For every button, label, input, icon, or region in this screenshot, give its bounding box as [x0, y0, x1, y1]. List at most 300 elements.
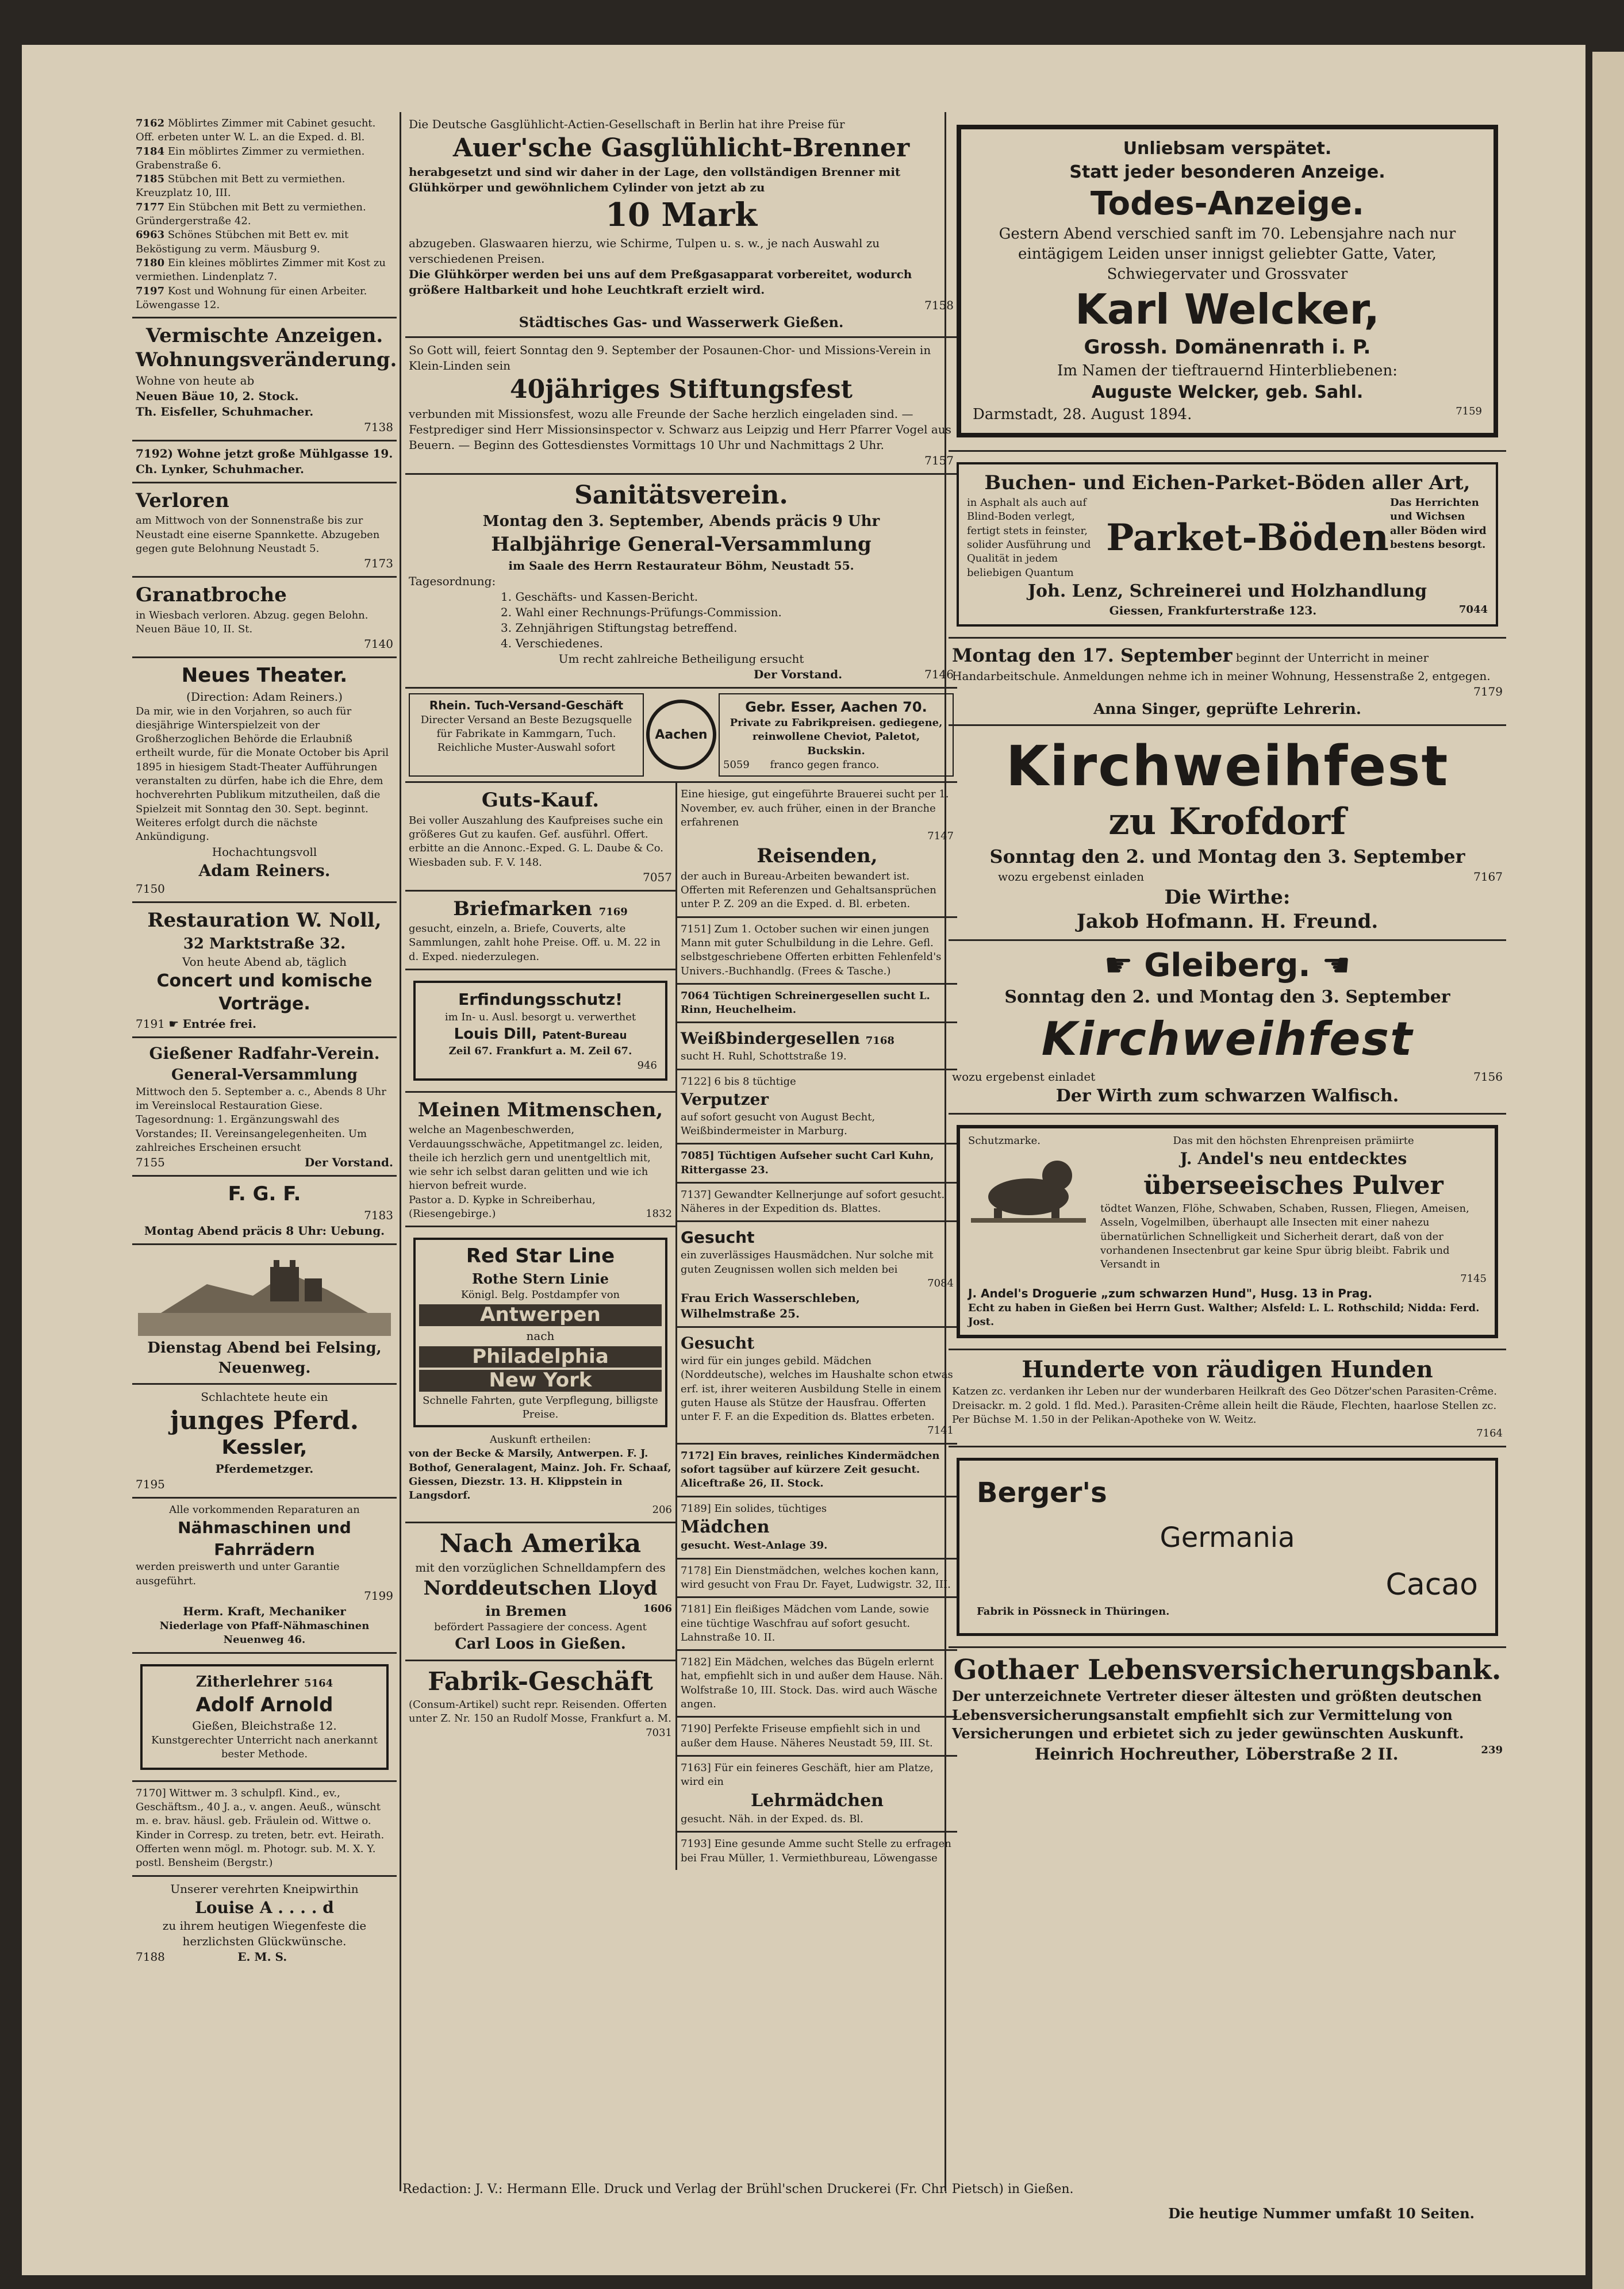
ad-text: (Consum-Artikel) sucht repr. Reisenden. Offerten unter Z. Nr. 150 an Rudolf Mosse, Frankfurt a. M.	[409, 1698, 671, 1725]
fabrik-geschaeft-ad	[405, 1661, 675, 1745]
ad-text: am Mittwoch von der Sonnenstraße bis zur Neustadt eine eiserne Spannkette. Abzugeben gegen gute Belohnung Neustadt 5.	[136, 514, 380, 555]
ad-title: Wohnungsveränderung.	[136, 348, 397, 371]
ad-text: in Wiesbach verloren. Abzug. gegen Belohn. Neuen Bäue 10, II. St.	[136, 609, 368, 635]
ad-text: Das Herrichten und Wichsen aller Böden wird bestens besorgt.	[1390, 497, 1487, 551]
stiftungsfest-ad	[405, 338, 957, 474]
amerika-ad	[405, 1523, 675, 1661]
ad-text: Ein Stübchen mit Bett zu vermiethen. Gründergerstraße 42.	[136, 201, 366, 228]
ad-text: 7151] Zum 1. October suchen wir einen jungen Mann mit guter Schulbildung in die Lehre. Gefl. selbstgeschriebene Offerten erbitten Fehlenfeld's Univers.-Buchhandlg. (Frees & Tasche.)	[681, 923, 942, 977]
ad-number: 7199	[364, 1589, 393, 1603]
ad-title: Gießener Radfahr-Verein.	[149, 1043, 380, 1063]
ad-number: 7179	[1473, 684, 1503, 698]
ad-title: Gesucht	[681, 1334, 755, 1353]
ad-text: Möblirtes Zimmer mit Cabinet gesucht. Off. erbeten unter W. L. an die Exped. d. Bl.	[136, 117, 376, 144]
ad-title: Restauration W. Noll,	[147, 909, 382, 932]
ad-text: Schlachtete heute ein	[201, 1389, 328, 1404]
ad-number: 7157	[924, 453, 954, 467]
wittwer-ad	[132, 1782, 397, 1877]
agenda-item: 4. Verschiedenes.	[501, 636, 603, 650]
ad-title: Rhein. Tuch-Versand-Geschäft	[429, 698, 624, 712]
ad-text: Eine hiesige, gut eingeführte Brauerei sucht per 1. November, ev. auch früher, einen in der Branche erfahrenen	[681, 788, 949, 828]
berger-cacao-ad	[949, 1447, 1506, 1648]
ad-text: 7170] Wittwer m. 3 schulpfl. Kind., ev., Geschäftsm., 40 J. a., v. angen. Aeuß., wünscht m. e. brav. häusl. geb. Fräulein od. Wittwe o. Kinder in Corresp. zu treten, betr. evt. Heirath. Offerten wenn mögl. m. Photogr. sub. M. X. Y. postl. Bensheim (Bergstr.)	[136, 1787, 385, 1869]
ad-text: Bei voller Auszahlung des Kaufpreises suche ein größeres Gut zu kaufen. Gef. ausführl. Offert. erbitte an die Annonc.-Exped. G. L. Daube & Co. Wiesbaden sub. F. V. 148.	[409, 814, 663, 869]
job-ad	[677, 918, 957, 985]
kirchweihfest-krofdorf-ad	[949, 726, 1506, 941]
ad-title: Buchen- und Eichen-Parket-Böden aller Art,	[984, 471, 1471, 494]
agenda-item: 1. Geschäfts- und Kassen-Bericht.	[501, 589, 698, 604]
ad-signature: Der Vorstand.	[754, 667, 843, 681]
ad-signature: Jakob Hofmann. H. Freund.	[1076, 909, 1379, 933]
ad-text: werden preiswerth und unter Garantie ausgeführt.	[136, 1561, 340, 1587]
ad-number: 7164	[1476, 1427, 1503, 1440]
ad-title: Sanitätsverein.	[574, 480, 788, 510]
parkett-ad	[949, 452, 1506, 639]
ad-title: Red Star Line	[466, 1245, 615, 1268]
ad-text: 7137] Gewandter Kellnerjunge auf sofort gesucht. Näheres in der Expedition ds. Blattes.	[681, 1188, 945, 1215]
column-1	[132, 112, 397, 2191]
pferd-ad	[132, 1385, 397, 1499]
ad-title: Zitherlehrer	[195, 1673, 300, 1691]
reisenden-ad	[677, 783, 957, 917]
job-ad	[677, 1718, 957, 1757]
ad-text: Entrée frei.	[182, 1016, 256, 1031]
ad-signature: Herm. Kraft, Mechaniker	[183, 1604, 346, 1619]
verloren-ad	[132, 483, 397, 578]
ad-title: Gleiberg.	[1144, 946, 1311, 984]
pointing-hand-icon: ☛	[1104, 946, 1133, 984]
ad-number: 7044	[1458, 604, 1488, 616]
ad-signature: Städtisches Gas- und Wasserwerk Gießen.	[519, 313, 844, 331]
column-3	[949, 112, 1506, 2191]
tuch-box	[409, 693, 644, 777]
ad-number: 7158	[924, 298, 954, 312]
castle-illustration-icon	[136, 1250, 393, 1336]
agenda-item: 3. Zehnjährigen Stiftungstag betreffend.	[501, 620, 738, 635]
ad-text: mit den vorzüglichen Schnelldampfern des	[415, 1561, 666, 1575]
ad-text: J. Andel's Droguerie „zum schwarzen Hund", Husg. 13 in Prag.	[968, 1286, 1373, 1300]
ad-number: 1606	[643, 1602, 672, 1615]
ad-title: Berger's	[977, 1476, 1107, 1509]
ad-text: Schutzmarke.	[968, 1134, 1041, 1147]
column-rule	[400, 112, 401, 2191]
ad-text: wozu ergebenst einladen	[998, 870, 1145, 884]
ad-title: Nach Amerika	[439, 1528, 642, 1558]
ad-title: Adolf Arnold	[195, 1693, 333, 1716]
ad-title: Montag den 17. September	[952, 644, 1233, 667]
column-2-lower	[405, 783, 957, 1870]
ad-text: 7064 Tüchtigen Schreinergesellen sucht L. Rinn, Heuchelheim.	[681, 989, 930, 1016]
lehrmaedchen-ad	[677, 1757, 957, 1833]
ad-title: F. G. F.	[228, 1182, 301, 1206]
briefmarken-ad	[405, 892, 675, 970]
ad-title: Halbjährige General-Versammlung	[491, 533, 871, 556]
red-star-line-ad	[405, 1227, 675, 1523]
ad-signature: Der Vorstand.	[304, 1155, 393, 1170]
ad-text: Da mir, wie in den Vorjahren, so auch für diesjährige Winterspielzeit von der Großherzoglichen Behörde die Erlaubniß ertheilt wurde, für die Monate October bis April 1895 in hiesigem Stadt-Theater Aufführungen veranstalten zu dürfen, habe ich die Ehre, dem hochverehrten Publikum mitzutheilen, daß die Spielzeit mit Sonntag den 30. Sept. beginnt. Weiteres erfolgt durch die nächste Ankündigung.	[136, 705, 389, 843]
ad-number: 1832	[646, 1208, 672, 1220]
erfindungsschutz-box	[413, 981, 667, 1081]
ad-title: Philadelphia	[419, 1346, 662, 1368]
pointing-hand-icon: ☛	[168, 1016, 179, 1031]
ad-number: 946	[637, 1059, 657, 1071]
ad-text: Gestern Abend verschied sanft im 70. Lebensjahre nach nur eintägigem Leiden unser innigst geliebter Gatte, Vater, Schwiegervater und Grossvater	[999, 225, 1456, 283]
ad-text: Die Wirthe:	[1164, 886, 1291, 909]
ad-number: 206	[652, 1503, 672, 1516]
ad-number: 7180	[136, 256, 165, 269]
ad-text: Die Glühkörper werden bei uns auf dem Preßgasapparat vorbereitet, wodurch größere Haltbarkeit und hohe Leuchtkraft erzielt wird.	[409, 267, 912, 297]
red-star-box	[413, 1238, 667, 1427]
ad-text: Schnelle Fahrten, gute Verpflegung, billigste Preise.	[423, 1394, 658, 1420]
ad-signature: Pastor a. D. Kypke in Schreiberhau, (Riesengebirge.)	[409, 1193, 596, 1220]
maedchen-ad	[677, 1497, 957, 1560]
ad-title: Meinen Mitmenschen,	[417, 1098, 663, 1122]
ad-number: 7185	[136, 173, 165, 186]
ad-title: Erfindungsschutz!	[458, 990, 623, 1009]
zither-ad	[132, 1654, 397, 1782]
ad-text: Niederlage von Pfaff-Nähmaschinen Neuenweg 46.	[159, 1620, 370, 1646]
radfahr-ad	[132, 1038, 397, 1177]
ad-text: Hochachtungsvoll	[212, 844, 317, 859]
column-2-right	[677, 783, 957, 1870]
theater-ad	[132, 658, 397, 903]
ad-number: 7167	[1473, 870, 1503, 884]
ad-text: 7193] Eine gesunde Amme sucht Stelle zu erfragen bei Frau Müller, 1. Vermiethbureau, Löwengasse	[681, 1838, 951, 1864]
ad-text: So Gott will, feiert Sonntag den 9. September der Posaunen-Chor- und Missions-Verein in Klein-Linden sein	[409, 343, 931, 373]
ad-title: Todes-Anzeige.	[1090, 185, 1365, 222]
ad-text: Montag Abend präcis 8 Uhr: Uebung.	[144, 1223, 385, 1238]
ad-text: ein zuverlässiges Hausmädchen. Nur solche mit guten Zeugnissen wollen sich melden bei	[681, 1249, 934, 1276]
pulver-text	[1100, 1134, 1487, 1272]
ad-title: Reisenden,	[757, 844, 878, 868]
ad-title: Cacao	[1385, 1568, 1478, 1603]
ad-title: Nähmaschinen und Fahrrädern	[178, 1518, 351, 1559]
ad-text: Kunstgerechter Unterricht nach anerkannt bester Methode.	[151, 1734, 378, 1761]
ad-number: 7155	[136, 1155, 165, 1170]
ad-title: Hunderte von räudigen Hunden	[1022, 1356, 1433, 1384]
kellner-ad	[677, 1184, 957, 1223]
amme-ad	[677, 1833, 957, 1870]
ad-text: Directer Versand an Beste Bezugsquelle für Fabrikate in Kammgarn, Tuch. Reichliche Muster-Auswahl sofort	[420, 713, 632, 754]
ad-number: 5164	[304, 1677, 333, 1689]
ad-text: auf sofort gesucht von August Becht, Weißbindermeister in Marburg.	[681, 1111, 876, 1137]
job-ad	[677, 1651, 957, 1718]
ad-title: New York	[419, 1370, 662, 1391]
ad-title: Mädchen	[681, 1516, 770, 1537]
ad-text: abzugeben. Glaswaaren hierzu, wie Schirme, Tulpen u. s. w., je nach Auswahl zu verschiedenen Preisen.	[409, 236, 880, 266]
ad-title: Neues Theater.	[181, 664, 348, 688]
sanitaetsverein-ad	[405, 475, 957, 689]
ad-title: J. Andel's neu entdecktes	[1180, 1149, 1407, 1168]
ad-title: Norddeutschen Lloyd	[423, 1577, 658, 1600]
parkett-row	[967, 496, 1488, 580]
ad-text: sucht H. Ruhl, Schottstraße 19.	[681, 1050, 847, 1063]
ad-number: 7141	[927, 1424, 954, 1437]
ad-text: zu ihrem heutigen Wiegenfeste die herzlichsten Glückwünsche.	[162, 1919, 367, 1949]
ad-text: Im Namen der tieftrauernd Hinterbliebenen:	[1057, 362, 1398, 379]
ad-text: 32 Marktstraße 32.	[183, 935, 346, 953]
ad-signature: Heinrich Hochreuther, Löberstraße 2 II.	[1034, 1744, 1399, 1764]
ad-text: Kost und Wohnung für einen Arbeiter. Löwengasse 12.	[136, 285, 367, 311]
ad-text: beginnt der Unterricht in meiner Handarbeitschule. Anmeldungen nehme ich in meiner Wohnung, Hessenstraße 2, entgegen.	[952, 651, 1491, 683]
ad-number: 239	[1481, 1743, 1503, 1756]
ad-text: gesucht. West-Anlage 39.	[681, 1539, 828, 1552]
rooms-listing	[132, 112, 397, 318]
ad-text: Darmstadt, 28. August 1894.	[973, 405, 1192, 423]
handarbeitschule-ad	[949, 639, 1506, 725]
fgf-ad	[132, 1177, 397, 1245]
ad-text: Echt zu haben in Gießen bei Herrn Gust. Walther; Alsfeld: L. L. Rothschild; Nidda: Ferd. Jost.	[968, 1301, 1480, 1328]
ad-text: 7190] Perfekte Friseuse empfiehlt sich in und außer dem Hause. Näheres Neustadt 59, III. St.	[681, 1723, 933, 1749]
ad-text: Um recht zahlreiche Betheiligung ersucht	[558, 651, 804, 666]
todes-anzeige	[949, 112, 1506, 452]
erfindungsschutz-ad	[405, 970, 675, 1093]
esser-box	[719, 693, 954, 777]
ad-title: Kirchweihfest	[1041, 1012, 1414, 1066]
tuch-versand-ad	[405, 689, 957, 784]
ad-text: Unliebsam verspätet.	[1123, 139, 1332, 159]
pulver-mark	[968, 1134, 1100, 1272]
ad-text: Private zu Fabrikpreisen. gediegene, reinwollene Cheviot, Paletot, Buckskin.	[730, 717, 943, 757]
column-2	[405, 112, 957, 2191]
ad-text: von der Becke & Marsily, Antwerpen. F. J. Bothof, Generalagent, Mainz. Joh. Fr. Schaaf, Giessen, Diezstr. 13. H. Klippstein in Langsdorf.	[409, 1447, 671, 1502]
ad-title: junges Pferd.	[170, 1405, 359, 1435]
ad-text: 7189] Ein solides, tüchtiges	[681, 1502, 827, 1515]
ad-number: 7057	[643, 870, 672, 884]
ad-price: 10 Mark	[605, 196, 757, 235]
ad-text: befördert Passagiere der concess. Agent	[434, 1621, 647, 1634]
pointing-hand-icon: ☚	[1322, 946, 1351, 984]
pulver-row	[968, 1134, 1487, 1272]
ad-text: im In- u. Ausl. besorgt u. verwerthet	[444, 1011, 636, 1023]
ad-text: Zeil 67. Frankfurt a. M. Zeil 67.	[448, 1045, 632, 1058]
ad-text: in Bremen	[485, 1602, 567, 1619]
zither-box	[140, 1664, 389, 1770]
ad-number: 7138	[364, 420, 393, 434]
ad-text: 7182] Ein Mädchen, welches das Bügeln erlernt hat, empfiehlt sich in und außer dem Hause. Näh. Wolfstraße 10, III. Stock. Das. wird auch Wäsche angen.	[681, 1656, 943, 1711]
ad-title: Auer'sche Gasglühlicht-Brenner	[452, 133, 910, 163]
wohnung2-ad	[132, 441, 397, 483]
ad-signature: Adam Reiners.	[198, 861, 331, 880]
ad-number: 7168	[865, 1035, 894, 1047]
ad-number: 7191	[136, 1016, 165, 1031]
ad-text: Auskunft ertheilen:	[489, 1434, 592, 1446]
ad-text: 7192) Wohne jetzt große Mühlgasse 19. Ch. Lynker, Schuhmacher.	[136, 446, 393, 476]
ad-signature: Frau Erich Wasserschleben, Wilhelmstraße 25.	[681, 1291, 860, 1321]
ad-number: 7031	[646, 1726, 672, 1739]
ad-text: Königl. Belg. Postdampfer von	[460, 1289, 620, 1301]
ad-number: 7183	[364, 1208, 393, 1222]
ad-title: Kessler,	[221, 1436, 308, 1460]
ad-number: 7146	[924, 667, 954, 681]
louise-ad	[132, 1877, 397, 1970]
job-ad	[677, 985, 957, 1024]
aufseher-ad	[677, 1144, 957, 1184]
ad-text: im Saale des Herrn Restaurateur Böhm, Neustadt 55.	[508, 558, 854, 573]
ad-number: 5059	[723, 758, 750, 771]
ad-text: Giessen, Frankfurterstraße 123.	[1109, 604, 1317, 618]
ad-text: der auch in Bureau-Arbeiten bewandert ist. Offerten mit Referenzen und Gehaltsansprüchen unter P. Z. 209 an die Exped. d. Bl. erbeten.	[681, 870, 936, 911]
ad-text: Von heute Abend ab, täglich	[182, 954, 347, 969]
felsing-ad	[132, 1245, 397, 1385]
ad-title: Guts-Kauf.	[481, 789, 600, 812]
ad-text: Sonntag den 2. und Montag den 3. September	[1004, 986, 1450, 1007]
imprint: Redaction: J. V.: Hermann Elle. Druck und Verlag der Brühl'schen Druckerei (Fr. Chr. Pietsch) in Gießen.	[402, 2182, 1074, 2196]
ad-text: Wohne von heute ab	[136, 373, 255, 387]
ad-text: Katzen zc. verdanken ihr Leben nur der wunderbaren Heilkraft des Geo Dötzer'schen Parasiten-Crême. Dreisackr. m. 2 gold. 1 fld. Med.). Parasiten-Crême allein heilt die Räude, Flechten, haarlose Stellen zc. Per Büchse M. 1.50 in der Pelikan-Apotheke von W. Weitz.	[952, 1385, 1497, 1426]
ad-text: General-Versammlung	[171, 1066, 358, 1084]
ad-text: in Asphalt als auch auf Blind-Boden verlegt, fertigt stets in feinster, solider Ausführung und Qualität in jedem beliebigen Quantum	[967, 497, 1091, 579]
ad-text: Der unterzeichnete Vertreter dieser ältesten und größten deutschen Lebensversicherungsanstalt empfiehlt sich zur Vermittelung von Versicherungen und erbietet sich zu jeder gewünschten Auskunft.	[952, 1688, 1482, 1742]
ad-number: 7140	[364, 637, 393, 651]
ad-title: Briefmarken	[453, 897, 592, 920]
job-ad	[677, 1598, 957, 1651]
ad-signature: Carl Loos in Gießen.	[455, 1635, 626, 1653]
weissbinder-ad	[677, 1023, 957, 1070]
ad-title: Louis Dill,	[454, 1026, 538, 1043]
ad-number: 7173	[364, 556, 393, 571]
aachen-seal-container	[644, 693, 719, 777]
ad-text: 7178] Ein Dienstmädchen, welches kochen kann, wird gesucht von Frau Dr. Fayet, Ludwigstr. 32, III.	[681, 1564, 951, 1591]
ad-number: 7177	[136, 201, 165, 213]
ad-text: welche an Magenbeschwerden, Verdauungsschwäche, Appetitmangel zc. leiden, theile ich herzlich gern und unentgeltlich mit, wie sehr ich selbst daran gelitten und wie ich hiervon befreit wurde.	[409, 1124, 663, 1192]
kindermaedchen-ad	[677, 1445, 957, 1497]
ad-text: 7122] 6 bis 8 tüchtige	[681, 1075, 796, 1088]
ad-signature: Auguste Welcker, geb. Sahl.	[1091, 382, 1364, 403]
ad-number: 7084	[927, 1277, 954, 1289]
ad-text: 7163] Für ein feineres Geschäft, hier am Platze, wird ein	[681, 1761, 934, 1788]
section-heading: Vermischte Anzeigen.	[145, 324, 383, 348]
ad-number: 7150	[136, 882, 165, 896]
ad-text: franco gegen franco.	[770, 758, 880, 771]
ad-text: Fabrik in Pössneck in Thüringen.	[977, 1606, 1170, 1618]
ad-number: 7184	[136, 145, 165, 158]
ad-text: gesucht. Näh. in der Exped. ds. Bl.	[681, 1813, 863, 1826]
ad-title: Gebr. Esser, Aachen 70.	[745, 698, 927, 715]
ad-number: 7147	[927, 830, 954, 843]
ad-number: 7197	[136, 285, 165, 297]
ad-text: tödtet Wanzen, Flöhe, Schwaben, Schaben, Russen, Fliegen, Ameisen, Asseln, Vogelmilben, überhaupt alle Insecten mit einer nahezu übernatürlichen Schnelligkeit und Sicherheit derart, daß von der vorhandenen Insectenbrut gar keine Spur übrig bleibt. Fabrik und Versandt in	[1100, 1203, 1469, 1271]
gasgluehlicht-ad	[405, 112, 957, 338]
ad-title: Verloren	[136, 489, 229, 512]
ad-number: 7159	[1456, 405, 1482, 417]
parkett-frame	[957, 462, 1498, 627]
ad-title: Gesucht	[681, 1228, 755, 1247]
adjacent-page-edge	[1592, 52, 1624, 2289]
job-ad	[677, 1560, 957, 1599]
ad-text: Ein möblirtes Zimmer zu vermiethen. Grabenstraße 6.	[136, 145, 365, 171]
ad-text: Unserer verehrten Kneipwirthin	[170, 1881, 359, 1896]
ad-text: Concert und komische Vorträge.	[156, 970, 373, 1015]
wohnung-ad	[132, 318, 397, 441]
ad-text: Mittwoch den 5. September a. c., Abends 8 Uhr im Vereinslocal Restauration Giese. Tagesordnung: 1. Ergänzungswahl des Vorstandes; II. Vereinsangelegenheiten. Um zahlreiches Erscheinen ersucht	[136, 1085, 386, 1154]
column-2-left	[405, 783, 677, 1870]
ad-title: Karl Welcker,	[1075, 285, 1380, 333]
ad-number: 7162	[136, 117, 165, 129]
ad-text: 7085] Tüchtigen Aufseher sucht Carl Kuhn, Rittergasse 23.	[681, 1150, 934, 1176]
ad-title: 40jähriges Stiftungsfest	[510, 375, 853, 405]
dog-trademark-icon	[968, 1148, 1089, 1223]
agenda-item: 2. Wahl einer Rechnungs-Prüfungs-Commission.	[501, 605, 782, 619]
ad-title: Weißbindergesellen	[681, 1029, 861, 1049]
ad-text: verbunden mit Missionsfest, wozu alle Freunde der Sache herzlich eingeladen sind. — Festprediger sind Herr Missionsinspector v. Schwarz aus Leipzig und Herr Pfarrer Vogel aus Beuern. — Beginn des Gottesdienstes Vormittags 10 Uhr und Nachmittags 2 Uhr.	[409, 406, 951, 452]
ad-text: Gießen, Bleichstraße 12.	[192, 1719, 337, 1733]
ad-text: Statt jeder besonderen Anzeige.	[1069, 162, 1385, 182]
ad-title: Kirchweihfest	[1005, 733, 1449, 798]
ad-text: gesucht, einzeln, a. Briefe, Couverts, alte Sammlungen, zahlt hohe Preise. Off. u. M. 22 in d. Exped. niederzulegen.	[409, 923, 661, 963]
ad-text: Sonntag den 2. und Montag den 3. September	[989, 845, 1465, 867]
stuetze-ad	[677, 1328, 957, 1445]
ad-text: Rothe Stern Linie	[471, 1270, 609, 1287]
ad-title: zu Krofdorf	[1108, 800, 1346, 843]
restauration-ad	[132, 903, 397, 1038]
ad-text: 7181] Ein fleißiges Mädchen vom Lande, sowie eine tüchtige Waschfrau auf sofort gesucht. Lahnstraße 10. II.	[681, 1603, 929, 1643]
ad-title: Germania	[1160, 1522, 1295, 1554]
ad-number: 7188	[136, 1950, 165, 1964]
granatbroche-ad	[132, 578, 397, 658]
ad-text: wird für ein junges gebild. Mädchen (Norddeutsche), welches im Haushalte schon etwas erf. ist, ihrer weiteren Ausbildung Stelle in einem guten Hause als Stütze der Hausfrau. Offerten unter F. F. an die Expedition ds. Blattes erbeten.	[681, 1354, 953, 1423]
ad-title: Lehrmädchen	[751, 1790, 884, 1811]
naehmaschinen-ad	[132, 1499, 397, 1654]
ad-number: 7156	[1473, 1070, 1503, 1084]
ad-text: Neuen Bäue 10, 2. Stock.	[136, 389, 299, 403]
verputzer-ad	[677, 1070, 957, 1145]
ad-signature: Joh. Lenz, Schreinerei und Holzhandlung	[1027, 581, 1427, 601]
ad-title: Louise A . . . . d	[195, 1898, 334, 1917]
ad-text: wozu ergebenst einladet	[952, 1070, 1096, 1084]
ad-text: Th. Eisfeller, Schuhmacher.	[136, 404, 314, 418]
ad-text: Das mit den höchsten Ehrenpreisen prämiirte	[1173, 1134, 1414, 1147]
ad-text: Schönes Stübchen mit Bett ev. mit Beköstigung zu verm. Mäusburg 9.	[136, 229, 349, 255]
ad-signature: Anna Singer, geprüfte Lehrerin.	[1093, 700, 1361, 718]
gleiberg-ad	[949, 941, 1506, 1115]
guts-kauf-ad	[405, 783, 675, 892]
ad-signature: Der Wirth zum schwarzen Walfisch.	[1055, 1086, 1399, 1107]
ad-number: 6963	[136, 229, 165, 241]
hausmaedchen-ad	[677, 1222, 957, 1328]
ad-text: Stübchen mit Bett zu vermiethen. Kreuzplatz 10, III.	[136, 173, 345, 199]
ad-text: herabgesetzt und sind wir daher in der Lage, den vollständigen Brenner mit Glühkörper und gewöhnlichem Cylinder von jetzt ab zu	[409, 165, 901, 195]
ad-text: Patent-Bureau	[542, 1030, 627, 1042]
pulver-frame	[957, 1125, 1498, 1339]
ad-text: Ein kleines möblirtes Zimmer mit Kost zu vermiethen. Lindenplatz 7.	[136, 256, 386, 283]
ad-text: Grossh. Domänenrath i. P.	[1084, 336, 1371, 359]
ad-number: 7195	[136, 1477, 165, 1491]
ad-text: Pferdemetzger.	[215, 1461, 314, 1476]
ad-title: überseeisches Pulver	[1143, 1170, 1443, 1200]
todes-anzeige-frame	[957, 125, 1498, 437]
page-count: Die heutige Nummer umfaßt 10 Seiten.	[1168, 2205, 1475, 2222]
ad-title: Verputzer	[681, 1089, 769, 1109]
berger-frame	[957, 1458, 1498, 1636]
ad-text: nach	[526, 1328, 555, 1343]
gothaer-ad	[949, 1648, 1506, 1770]
ad-text: (Direction: Adam Reiners.)	[186, 689, 343, 704]
ad-title: Parket-Böden	[1106, 516, 1389, 559]
ad-title: Granatbroche	[136, 583, 287, 607]
ad-title: Gothaer Lebensversicherungsbank.	[953, 1653, 1502, 1686]
mitmenschen-ad	[405, 1093, 675, 1227]
ad-text: Die Deutsche Gasglühlicht-Actien-Gesellschaft in Berlin hat ihre Preise für	[409, 117, 845, 131]
ad-text: 7172] Ein braves, reinliches Kindermädchen sofort tagsüber auf kürzere Zeit gesucht. Aliceftraße 26, II. Stock.	[681, 1449, 940, 1490]
ad-text: Tagesordnung:	[409, 574, 496, 588]
ad-title: Antwerpen	[419, 1304, 662, 1326]
ad-text: Alle vorkommenden Reparaturen an	[169, 1503, 360, 1516]
ad-number: 7169	[598, 905, 628, 918]
ad-number: 7145	[1460, 1272, 1487, 1285]
pulver-ad	[949, 1115, 1506, 1351]
aachen-seal-icon: Aachen	[646, 700, 716, 770]
